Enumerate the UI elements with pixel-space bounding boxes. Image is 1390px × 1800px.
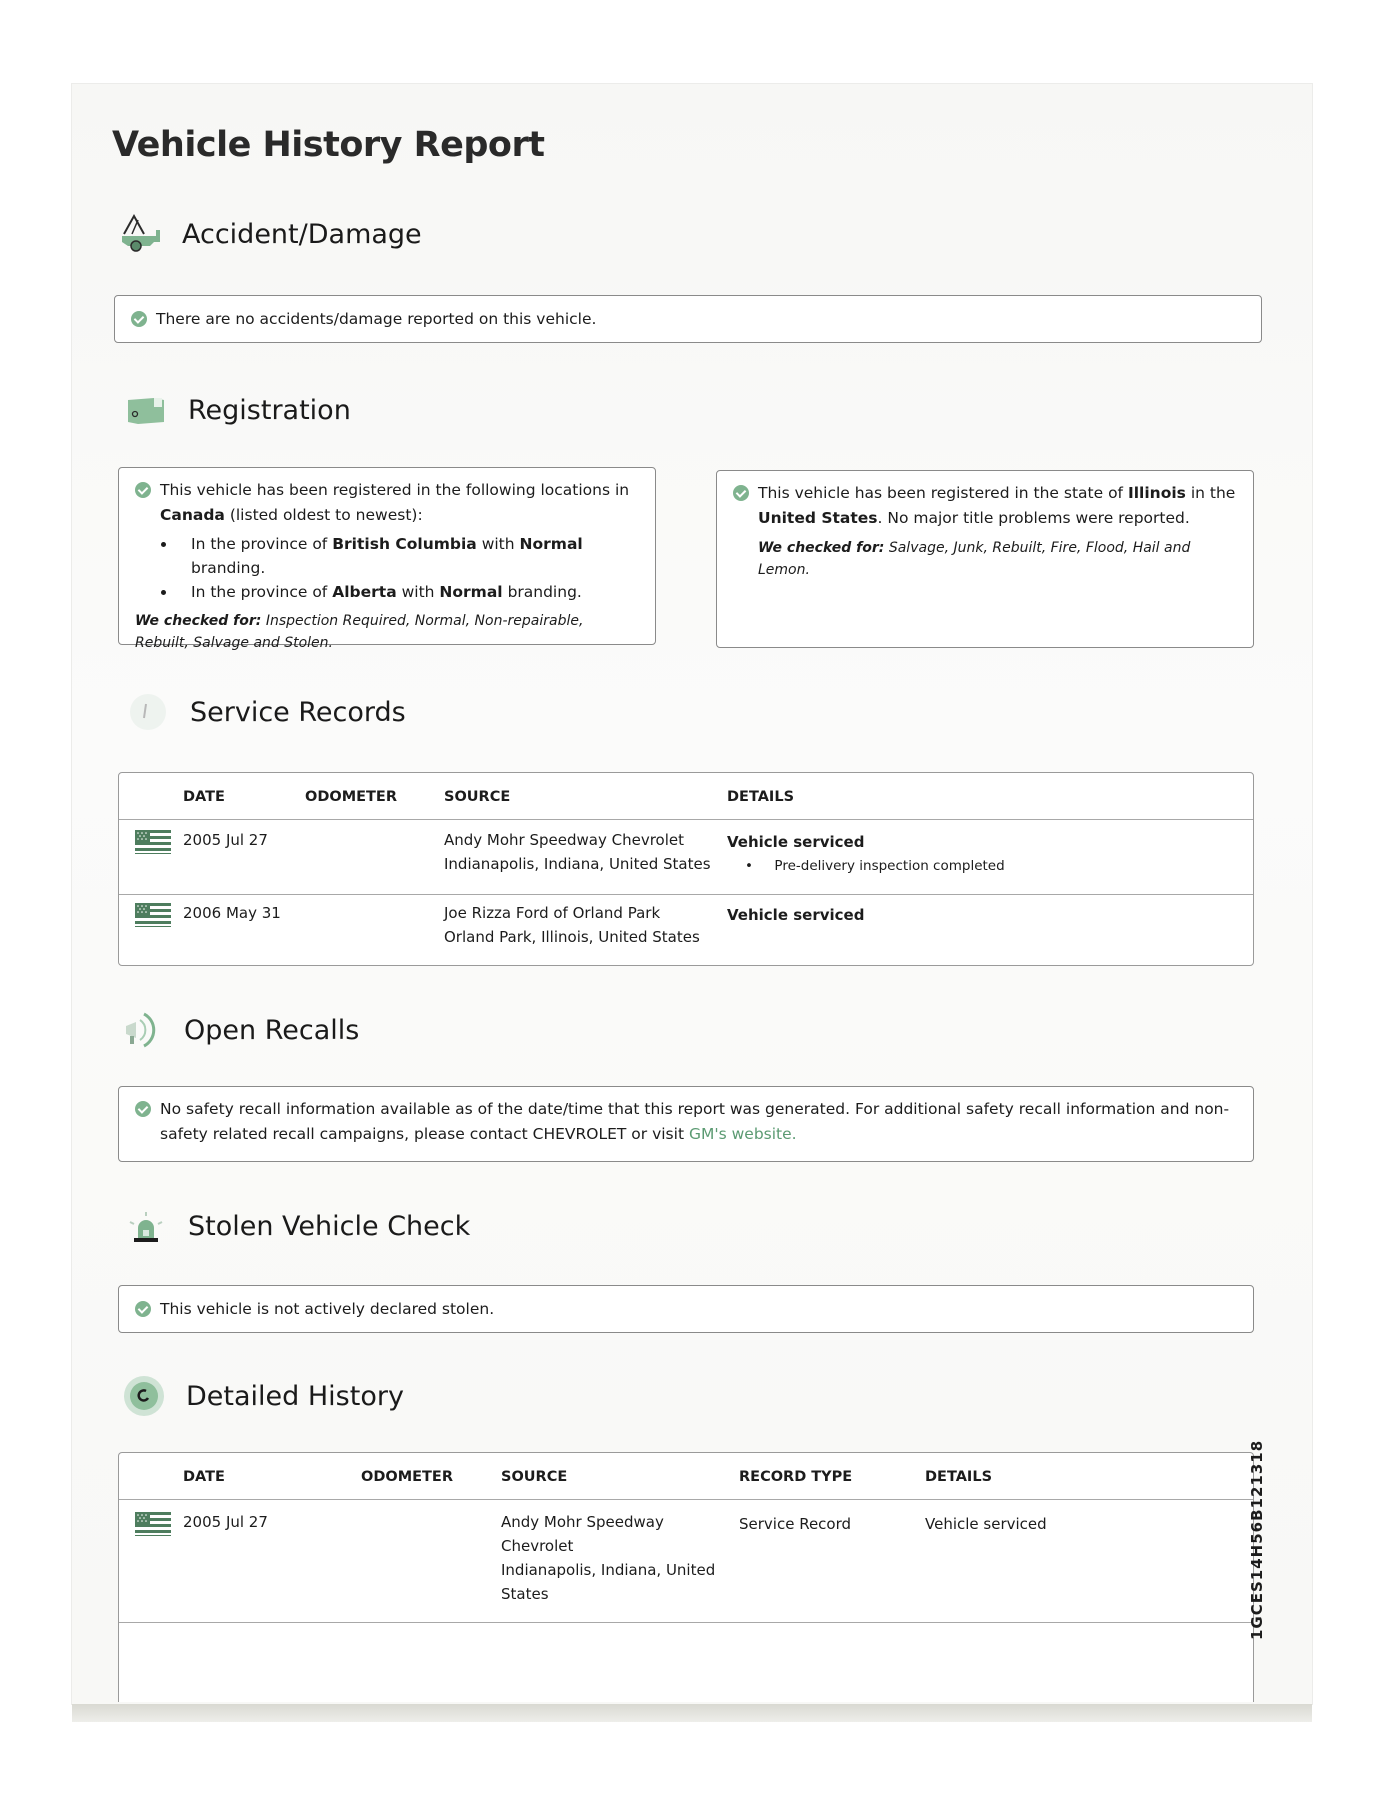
row-details-title: Vehicle serviced [727,833,865,851]
row-source-location: Indianapolis, Indiana, United States [444,855,711,873]
checked-for-canada: We checked for: Inspection Required, Normal, Non-repairable, Rebuilt, Salvage and Stolen. [135,613,584,651]
check-circle-icon [733,485,749,501]
province-item: • In the province of Alberta with Normal branding. [177,580,639,604]
section-header-detailed-history [122,1374,404,1418]
section-header-recalls [120,1008,359,1052]
gm-website-link[interactable]: GM's website. [688,1125,797,1143]
column-date: DATE [183,789,225,805]
province-item: • In the province of British Columbia with Normal branding. [177,532,639,580]
service-records-table [118,772,1254,966]
table-header [119,773,1253,820]
checked-for-usa: We checked for: Salvage, Junk, Rebuilt, Fire, Flood, Hail and Lemon. [758,540,1191,578]
column-details: DETAILS [727,789,795,805]
us-flag-icon [135,1512,171,1536]
column-odometer: ODOMETER [305,789,397,805]
registration-usa-box [716,470,1254,648]
check-circle-icon [135,482,151,498]
section-header-stolen [124,1204,470,1248]
clock-icon [122,1374,166,1418]
row-record-type: Service Record [739,1515,852,1533]
country-usa: United States [758,509,878,527]
section-header-registration [124,388,351,432]
report-title: Vehicle History Report [112,125,545,165]
table-row [119,820,1253,895]
page-edge [72,1704,1312,1722]
section-title: Service Records [190,696,406,728]
check-circle-icon [131,311,147,327]
accident-status-box [114,295,1262,343]
row-source-name: Andy Mohr Speedway Chevrolet [444,831,684,849]
section-title: Open Recalls [184,1014,360,1046]
row-source-name: Joe Rizza Ford of Orland Park [444,904,661,922]
us-flag-icon [135,830,171,854]
registration-usa-text: This vehicle has been registered in the state of Illinois in the United States. No major title problems were reported. [758,484,1236,527]
section-title: Stolen Vehicle Check [188,1210,471,1242]
accident-message: There are no accidents/damage reported on this vehicle. [156,310,597,328]
section-header-accident [118,212,422,256]
row-details: Vehicle serviced [925,1515,1047,1533]
registration-canada-box [118,467,656,651]
row-date: 2006 May 31 [183,904,281,922]
tow-truck-icon [118,212,162,256]
check-circle-icon [135,1101,151,1117]
state-illinois: Illinois [1127,484,1186,502]
registration-canada-intro: This vehicle has been registered in the following locations in Canada (listed oldest to newest): [160,481,630,524]
column-source: SOURCE [501,1469,568,1485]
column-odometer: ODOMETER [361,1469,453,1485]
siren-icon [124,1204,168,1248]
section-title: Registration [188,394,351,426]
row-details-title: Vehicle serviced [727,906,865,924]
table-header [119,1453,1253,1500]
row-date: 2005 Jul 27 [183,1513,268,1531]
table-row [119,1500,1253,1623]
registration-card-icon [124,388,168,432]
column-details: DETAILS [925,1469,993,1485]
province-list [135,532,639,604]
section-title: Detailed History [186,1380,404,1412]
detailed-history-table [118,1452,1254,1702]
row-date: 2005 Jul 27 [183,831,268,849]
us-flag-icon [135,903,171,927]
row-source-location: Orland Park, Illinois, United States [444,928,700,946]
country-canada: Canada [160,506,225,524]
row-details-item: • Pre-delivery inspection completed [745,858,1005,874]
stolen-status-box [118,1285,1254,1333]
stolen-message: This vehicle is not actively declared stolen. [160,1300,495,1318]
check-circle-icon [135,1301,151,1317]
megaphone-icon [120,1008,164,1052]
recalls-status-box [118,1086,1254,1162]
column-date: DATE [183,1469,225,1485]
section-title: Accident/Damage [182,218,422,250]
table-row [119,895,1253,965]
recalls-message: No safety recall information available as of the date/time that this report was generated. For additional safety recall information and non-safety related recall campaigns, please contact CHEVROLET or visit GM's website. [160,1100,1230,1143]
vin-label: 1GCES14H56B121318 [1248,1439,1266,1640]
column-source: SOURCE [444,789,511,805]
section-header-service [126,690,406,734]
wrench-icon [126,690,170,734]
column-record-type: RECORD TYPE [739,1469,853,1485]
row-source: Andy Mohr Speedway Chevrolet Indianapolis, Indiana, United States [501,1513,716,1603]
